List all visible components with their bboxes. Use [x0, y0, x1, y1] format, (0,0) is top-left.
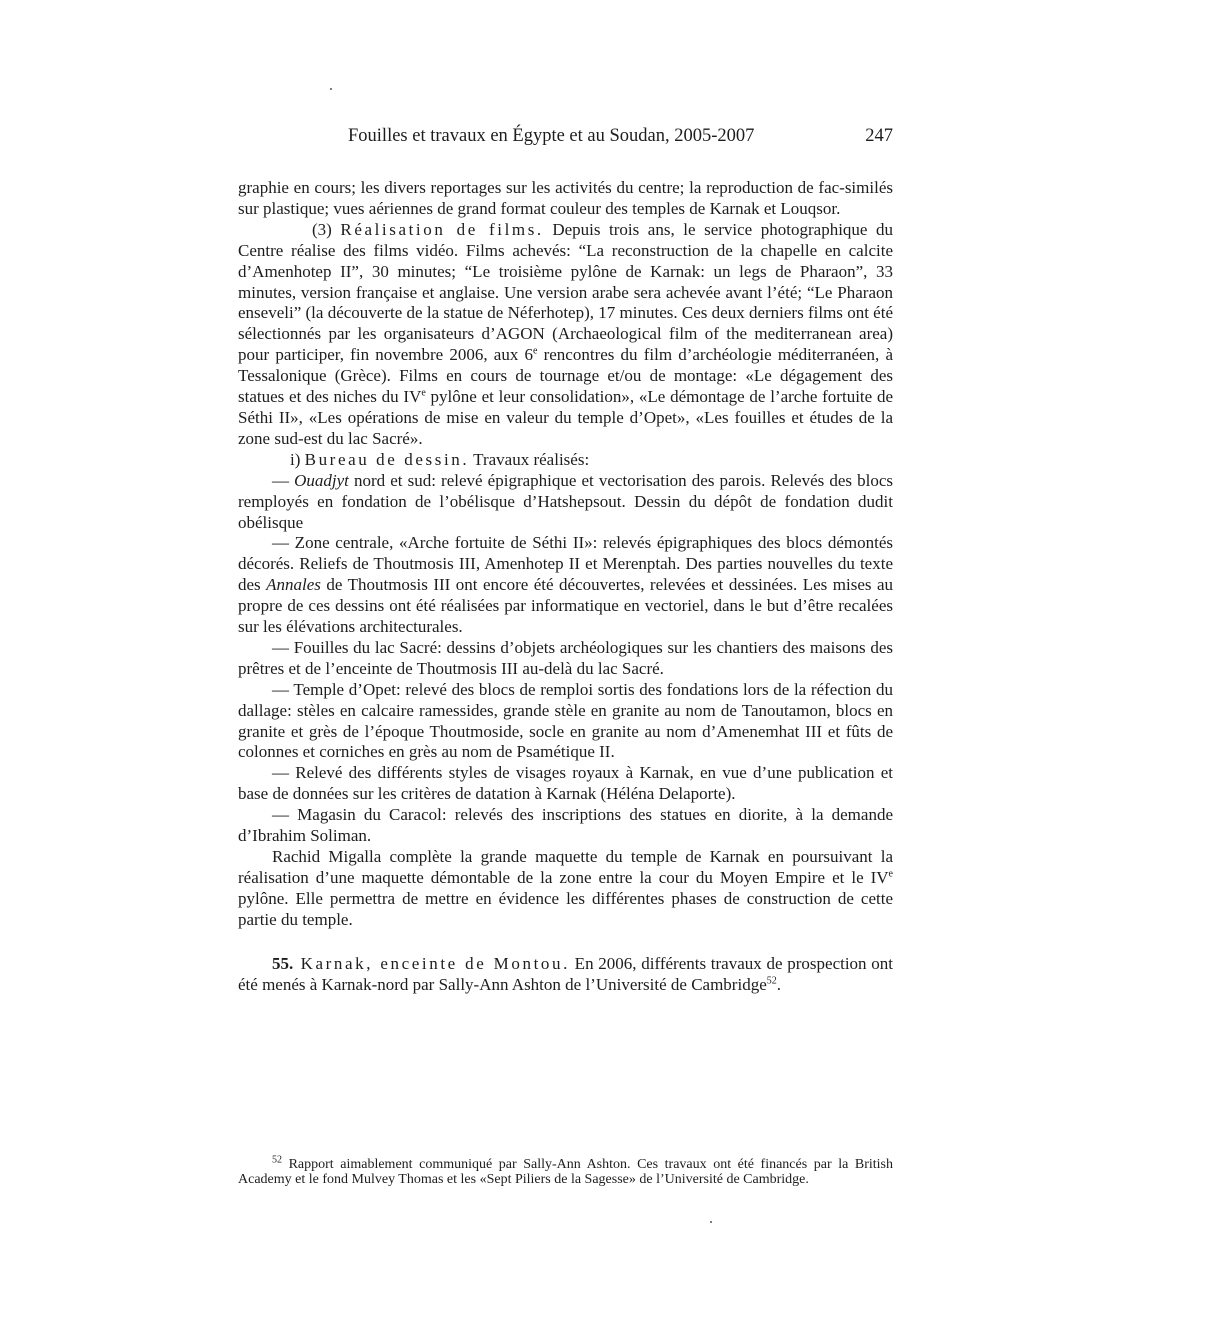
list-item-visages-royaux: — Relevé des différents styles de visages royaux à Karnak, en vue d’une publication et base de données sur les critères de datation à Karnak (Héléna Delaporte). — [238, 763, 893, 804]
paragraph-section-55: 55. Karnak, enceinte de Montou. En 2006, différents travaux de prospection ont été menés à Karnak-nord par Sally-Ann Ashton de l’Université de Cambridge$^{52}$. — [238, 953, 894, 994]
list-item-ouadjyt: — Ouadjyt nord et sud: relevé épigraphique et vectorisation des parois. Relevés des blocs remployés en fondation de l’obélisque d’Hatshepsout. Dessin du dépôt de fondation dudit obélisque — [238, 470, 893, 532]
paragraph-maquette: Rachid Migalla complète la grande maquette du temple de Karnak en poursuivant la réalisation d’une maquette démontable de la zone entre la cour du Moyen Empire et le IVe pylône. Elle permettra de mettre en évidence les différentes phases de construction de cette partie du temple. — [238, 847, 893, 929]
italic-term-ouadjyt: Ouadjyt — [294, 470, 349, 490]
list-item-lac-sacre: — Fouilles du lac Sacré: dessins d’objets archéologiques sur les chantiers des maisons des prêtres et de l’enceinte de Thoutmosis III au-delà du lac Sacré. — [238, 637, 893, 678]
footnote-text: Rapport aimablement communiqué par Sally-Ann Ashton. Ces travaux ont été financés par la British Academy et le fond Mulvey Thomas et les «Sept Piliers de la Sagesse» de l’Université de Cambridge. — [238, 1157, 893, 1187]
footnote-marker: 52 — [272, 1154, 282, 1166]
section-heading-montou: Karnak, enceinte de Montou. — [293, 953, 570, 973]
list-item-temple-opet: — Temple d’Opet: relevé des blocs de remploi sortis des fondations lors de la réfection du dallage: stèles en calcaire ramessides, grande stèle en granite au nom de Tanoutamon, blocs en granite et grès de l’époque Thoutmoside, socle en granite au nom d’Amenemhat III et fûts de colonnes et corniches en grès au nom de Psamétique II. — [238, 679, 893, 762]
item-number-3: (3) — [312, 219, 341, 239]
paragraph-bureau-dessin: i) Bureau de dessin. Travaux réalisés: — [290, 449, 590, 469]
footnote-52 — [238, 1154, 893, 1188]
scan-speck-top — [330, 88, 332, 90]
footnote-ref-52: 52 — [766, 974, 777, 986]
list-item-zone-centrale: — Zone centrale, «Arche fortuite de Séthi II»: relevés épigraphiques des blocs démontés décorés. Reliefs de Thoutmosis III, Amenhotep II et Merenptah. Des parties nouvelles du texte des Annales de Thoutmosis III ont encore été découvertes, relevées et dessinées. Les mises au propre de ces dessins ont été réalisées par informatique en vectoriel, dans le but d’être recalées sur les élévations architecturales. — [238, 533, 893, 637]
section-heading-bureau: Bureau de dessin. — [304, 449, 470, 469]
paragraph-films: (3) Réalisation de films. Depuis trois ans, le service photographique du Centre réalise des films vidéo. Films achevés: “La reconstruction de la chapelle en calcite d’Amenhotep II”, 30 minutes; “Le troisième pylône de Karnak: un legs de Pharaon”, 33 minutes, version française et anglaise. Une version arabe sera achevée avant l’été; “Le Pharaon enseveli” (la découverte de la statue de Néferhotep), 17 minutes. Ces deux derniers films ont été sélectionnés par les organisateurs d’AGON (Archaeological film of the mediterranean area) pour participer, fin novembre 2006, aux 6e rencontres du film d’archéologie méditerranéen, à Tessalonique (Grèce). Films en cours de tournage et/ou de montage: «Le dégagement des statues et des niches du IVe pylône et leur consolidation», «Le démontage de l’arche fortuite de Séthi II», «Les opérations de mise en valeur du temple d’Opet», «Les fouilles et études de la zone sud-est du lac Sacré». — [238, 219, 894, 448]
section-number-55: 55. — [272, 953, 294, 973]
section-heading-films: Réalisation de films. — [340, 219, 544, 239]
running-title: Fouilles et travaux en Égypte et au Soudan, 2005-2007 — [348, 126, 755, 146]
paragraph-photo-continued: graphie en cours; les divers reportages sur les activités du centre; la reproduction de fac-similés sur plastique; vues aériennes de grand format couleur des temples de Karnak et Louqsor. — [238, 178, 893, 218]
page-number: 247 — [865, 126, 893, 146]
running-header — [348, 124, 893, 148]
main-text — [238, 178, 893, 995]
list-item-caracol: — Magasin du Caracol: relevés des inscriptions des statues en diorite, à la demande d’Ibrahim Soliman. — [238, 805, 893, 846]
italic-term-annales: Annales — [266, 575, 321, 595]
scan-speck-bottom — [710, 1221, 712, 1223]
item-number-i: i) — [290, 449, 305, 469]
